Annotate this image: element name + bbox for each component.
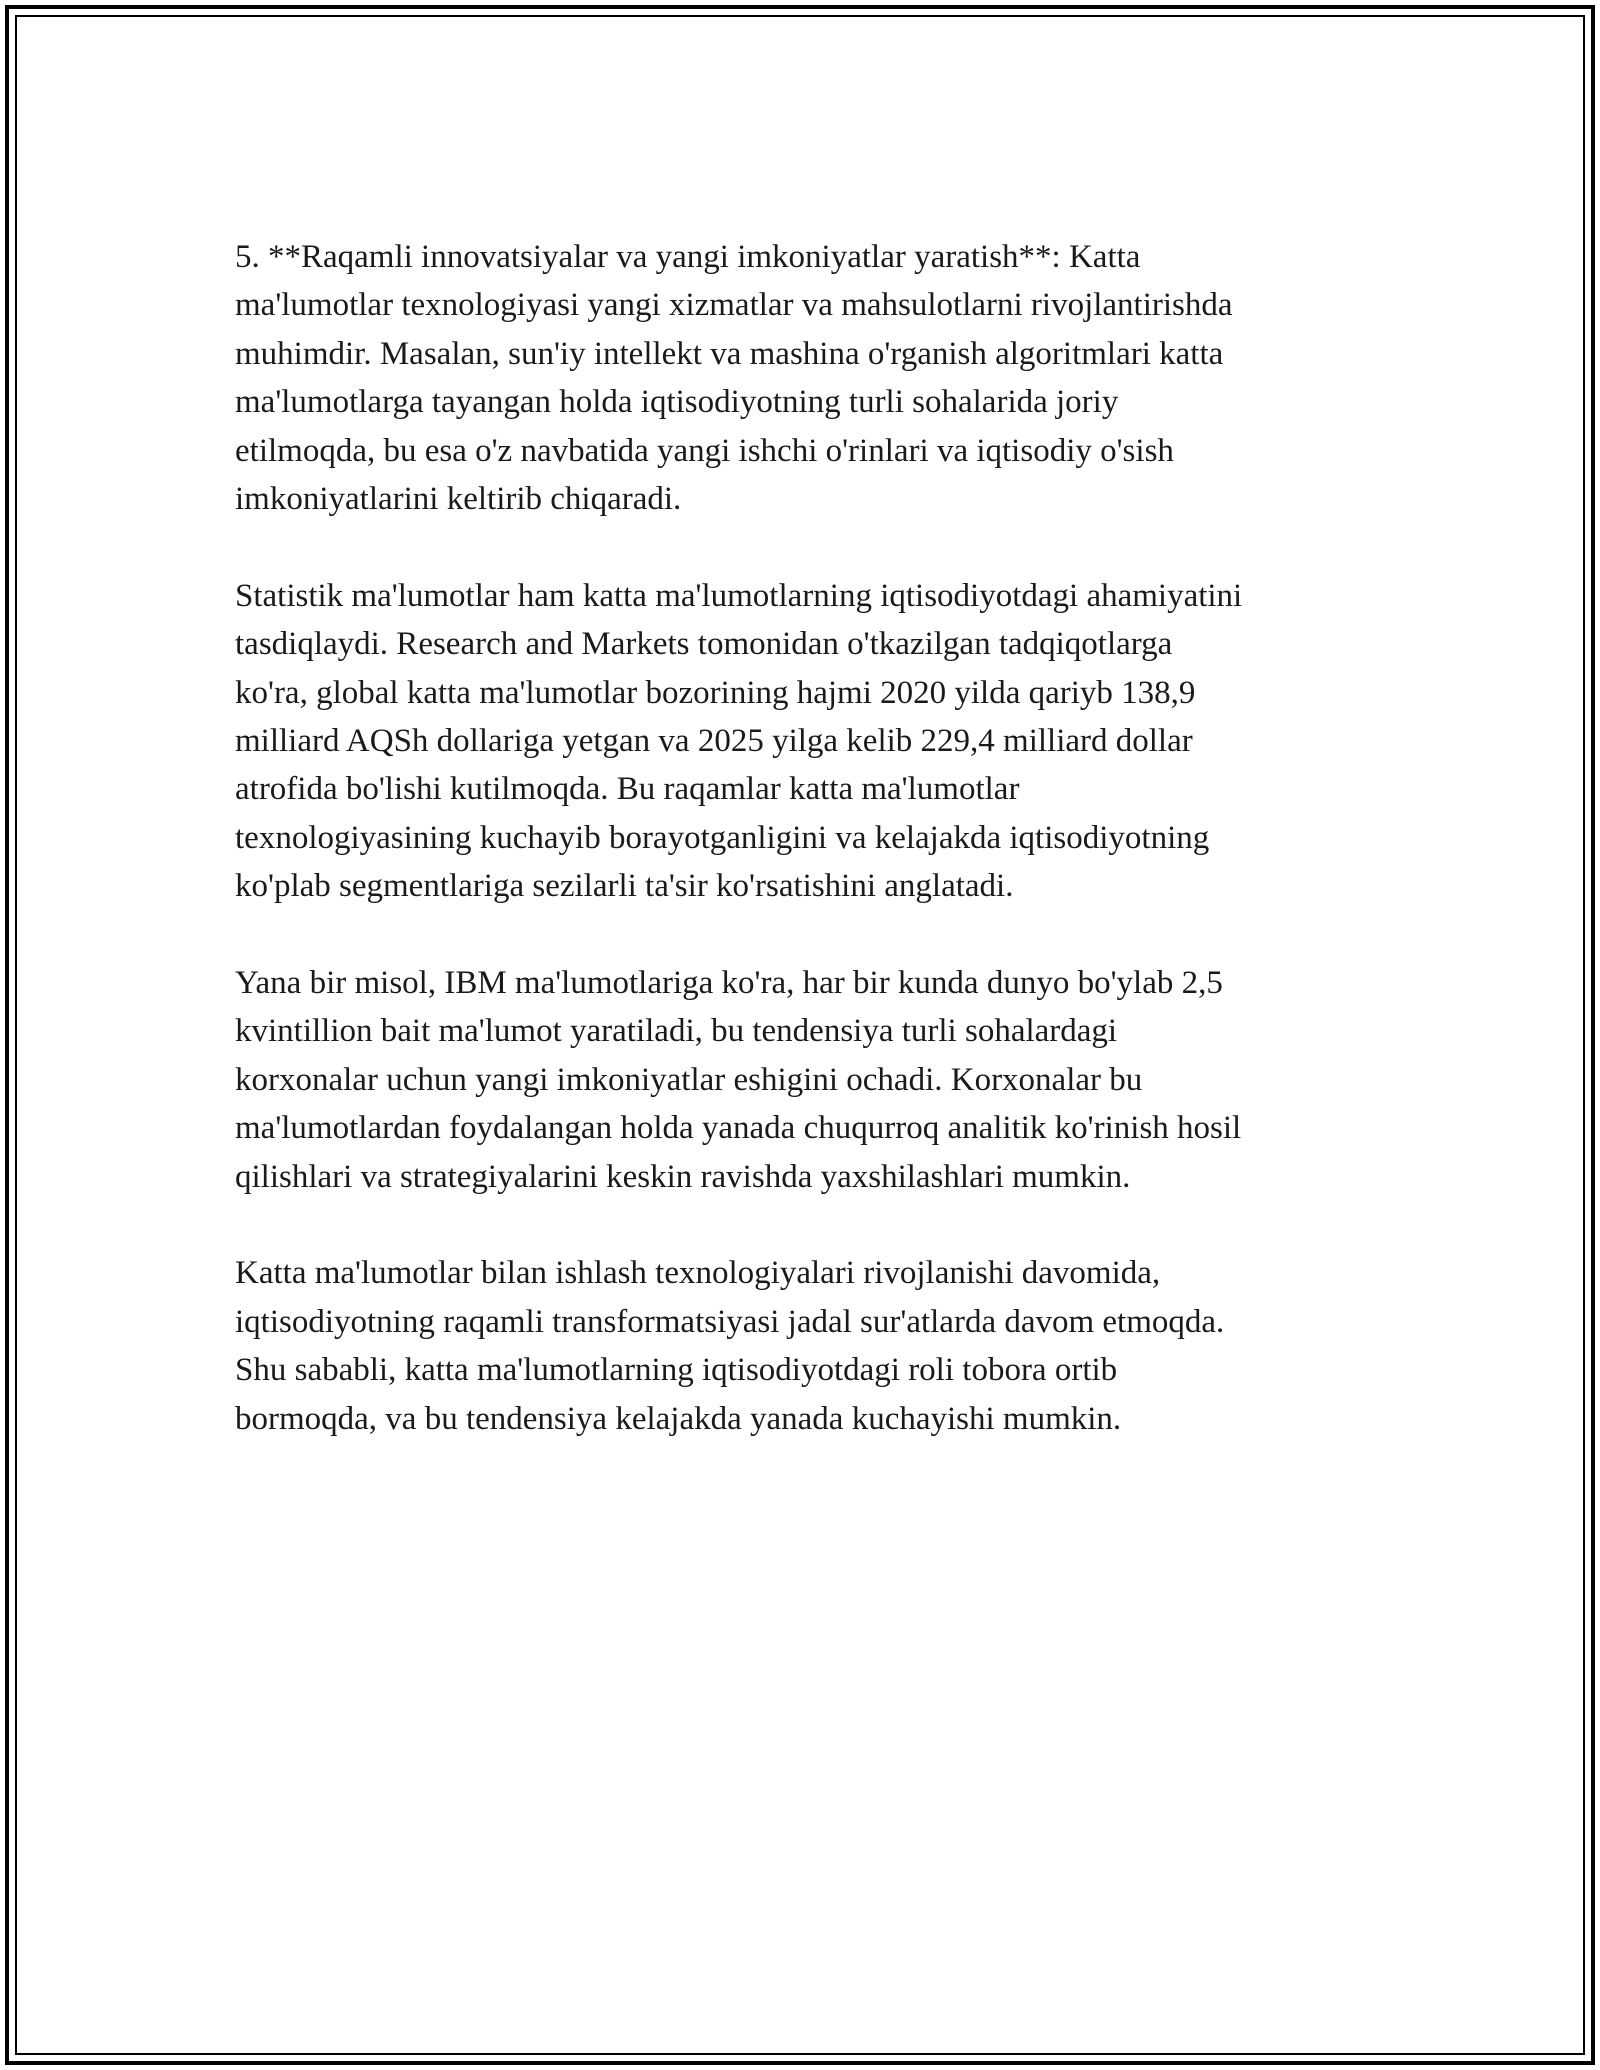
paragraph-conclusion (235, 1249, 1375, 1443)
text-line: ma'lumotlarga tayangan holda iqtisodiyotning turli sohalarida joriy (235, 384, 1119, 421)
text-line: texnologiyasining kuchayib borayotganligini va kelajakda iqtisodiyotning (235, 819, 1210, 856)
text-line: Katta ma'lumotlar bilan ishlash texnologiyalari rivojlanishi davomida, (235, 1255, 1161, 1292)
text-line: iqtisodiyotning raqamli transformatsiyasi jadal sur'atlarda davom etmoqda. (235, 1303, 1225, 1340)
text-line: 5. **Raqamli innovatsiyalar va yangi imkoniyatlar yaratish**: Katta (235, 239, 1141, 275)
document-body (235, 233, 1375, 1492)
text-line: Yana bir misol, IBM ma'lumotlariga ko'ra, har bir kunda dunyo bo'ylab 2,5 (235, 965, 1223, 1002)
text-line: ma'lumotlardan foydalangan holda yanada chuqurroq analitik ko'rinish hosil (235, 1110, 1242, 1147)
text-line: ko'ra, global katta ma'lumotlar bozorining hajmi 2020 yilda qariyb 138,9 (235, 674, 1196, 711)
text-line: etilmoqda, bu esa o'z navbatida yangi ishchi o'rinlari va iqtisodiy o'sish (235, 432, 1174, 469)
text-line: milliard AQSh dollariga yetgan va 2025 yilga kelib 229,4 milliard dollar (235, 723, 1193, 760)
text-line: ko'plab segmentlariga sezilarli ta'sir ko'rsatishini anglatadi. (235, 868, 1014, 905)
text-line: qilishlari va strategiyalarini keskin ravishda yaxshilashlari mumkin. (235, 1158, 1131, 1195)
text-line: ma'lumotlar texnologiyasi yangi xizmatlar va mahsulotlarni rivojlantirishda (235, 287, 1233, 324)
text-line: muhimdir. Masalan, sun'iy intellekt va mashina o'rganish algoritmlari katta (235, 335, 1224, 372)
paragraph-ibm-example (235, 959, 1375, 1201)
text-line: tasdiqlaydi. Research and Markets tomonidan o'tkazilgan tadqiqotlarga (235, 626, 1173, 663)
text-line: Shu sababli, katta ma'lumotlarning iqtisodiyotdagi roli tobora ortib (235, 1352, 1118, 1389)
paragraph-digital-innovation (235, 233, 1375, 523)
text-line: bormoqda, va bu tendensiya kelajakda yanada kuchayishi mumkin. (235, 1400, 1122, 1437)
text-line: imkoniyatlarini keltirib chiqaradi. (235, 481, 682, 518)
paragraph-statistics (235, 572, 1375, 911)
text-line: korxonalar uchun yangi imkoniyatlar eshigini ochadi. Korxonalar bu (235, 1061, 1143, 1098)
text-line: Statistik ma'lumotlar ham katta ma'lumotlarning iqtisodiyotdagi ahamiyatini (235, 577, 1243, 614)
text-line: kvintillion bait ma'lumot yaratiladi, bu tendensiya turli sohalardagi (235, 1013, 1118, 1050)
text-line: atrofida bo'lishi kutilmoqda. Bu raqamlar katta ma'lumotlar (235, 771, 1020, 808)
